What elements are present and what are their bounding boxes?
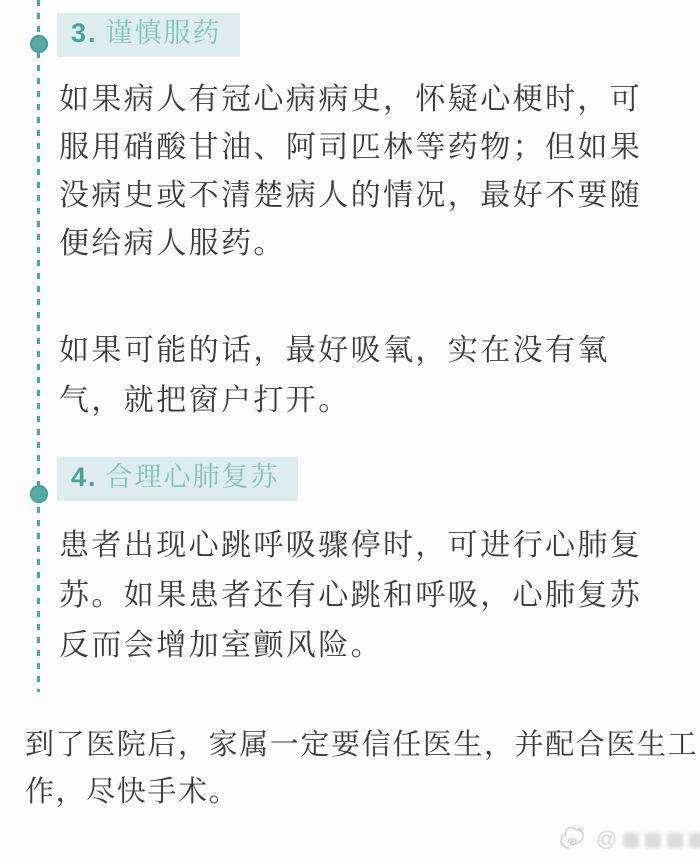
section-3-title: 谨慎服药 xyxy=(105,18,222,48)
watermark-at-symbol: @ xyxy=(596,828,618,851)
text-line: 作，尽快手术。 xyxy=(25,776,240,808)
text-line: 便给病人服药。 xyxy=(59,227,286,260)
watermark-blurred-char xyxy=(667,833,683,848)
text-line: 苏。如果患者还有心跳和呼吸，心肺复苏 xyxy=(59,579,643,612)
section-3-number: 3. xyxy=(71,18,98,48)
text-line: 反而会增加室颤风险。 xyxy=(59,629,383,662)
doodle-icon xyxy=(556,821,590,860)
text-line: 气，就把窗户打开。 xyxy=(59,384,351,417)
text-line: 没病史或不清楚病人的情况，最好不要随 xyxy=(59,179,643,212)
timeline-dot-section-4 xyxy=(30,485,48,503)
section-4-title: 合理心肺复苏 xyxy=(105,462,280,492)
watermark-blurred-char xyxy=(645,833,661,848)
text-line: 如果可能的话，最好吸氧，实在没有氧 xyxy=(59,334,610,367)
closing-paragraph xyxy=(25,722,698,816)
section-4-paragraph-1 xyxy=(59,521,642,671)
text-line: 服用硝酸甘油、阿司匹林等药物；但如果 xyxy=(59,131,643,164)
watermark xyxy=(556,820,700,860)
timeline-dashed-line xyxy=(37,0,40,692)
section-3-paragraph-1 xyxy=(59,76,642,268)
watermark-blurred-char xyxy=(689,833,700,848)
section-4-header xyxy=(57,457,298,501)
text-line: 患者出现心跳呼吸骤停时，可进行心肺复 xyxy=(59,529,643,562)
section-4-number: 4. xyxy=(71,462,98,492)
text-line: 到了医院后，家属一定要信任医生，并配合医生工 xyxy=(25,729,699,761)
text-line: 如果病人有冠心病病史，怀疑心梗时，可 xyxy=(59,83,643,116)
timeline-dot-section-3 xyxy=(30,35,48,53)
section-3-paragraph-2 xyxy=(59,326,610,426)
watermark-blurred-char xyxy=(623,833,639,848)
section-3-header xyxy=(57,13,240,57)
